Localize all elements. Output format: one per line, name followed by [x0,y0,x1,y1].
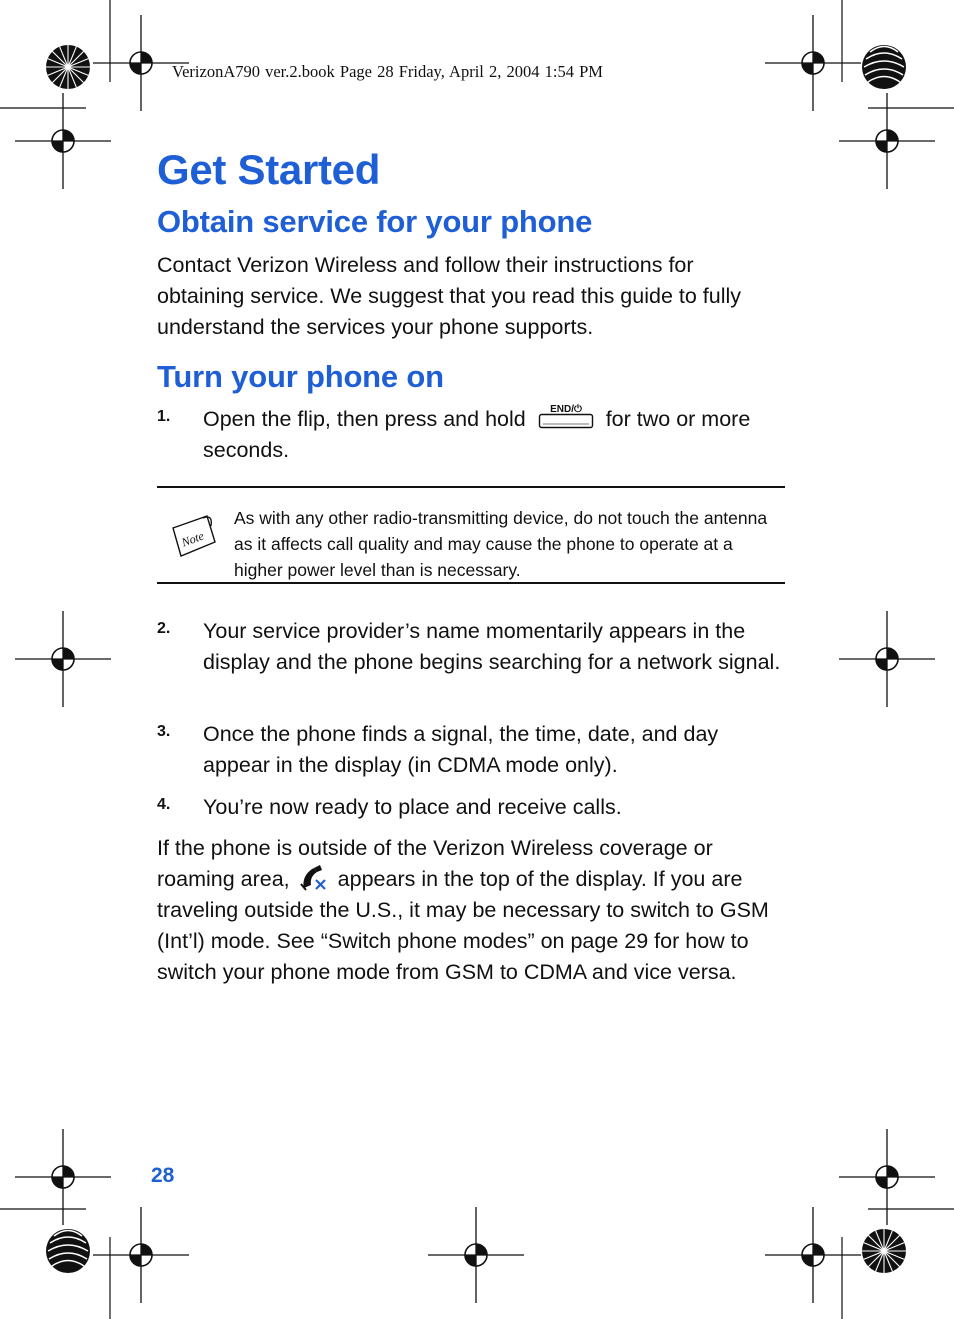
print-header: VerizonA790 ver.2.book Page 28 Friday, April 2, 2004 1:54 PM [172,62,603,81]
page-number: 28 [151,1164,175,1187]
note-icon-label: Note [179,528,206,550]
end-power-key-icon [538,403,594,431]
note-icon [163,512,219,562]
step-number: 2. [157,620,171,637]
section-heading-obtain-service: Obtain service for your phone [157,204,593,239]
end-key-label: END/⏻ [549,404,582,416]
step-text: You’re now ready to place and receive calls. [203,795,622,819]
obtain-service-paragraph: Contact Verizon Wireless and follow their instructions for obtaining service. We suggest that you read this guide to fully understand the services your phone supports. [157,253,742,339]
step-text: Open the flip, then press and hold END/⏻ for two or more seconds. [203,404,751,462]
step-text: Your service provider’s name momentarily appears in the display and the phone begins searching for a network signal. [203,619,781,674]
note-text: As with any other radio-transmitting device, do not touch the antenna as it affects call quality and may cause the phone to operate at a higher power level than is necessary. [234,508,768,580]
page-title: Get Started [157,146,381,193]
step-number: 4. [157,796,171,813]
roaming-paragraph: If the phone is outside of the Verizon Wireless coverage or roaming area, appears in the top of the display. If you are traveling outside the U.S., it may be necessary to switch to GSM (Int’l) mode. See “Switch phone modes” on page 29 for how to switch your phone mode from GSM to CDMA and vice versa. [157,836,769,984]
section-heading-turn-on: Turn your phone on [157,359,444,394]
roaming-indicator-icon [298,862,328,892]
note-callout [157,486,785,584]
step-text: Once the phone finds a signal, the time, date, and day appear in the display (in CDMA mode only). [203,722,719,777]
step-number: 1. [157,408,171,425]
step-number: 3. [157,723,171,740]
